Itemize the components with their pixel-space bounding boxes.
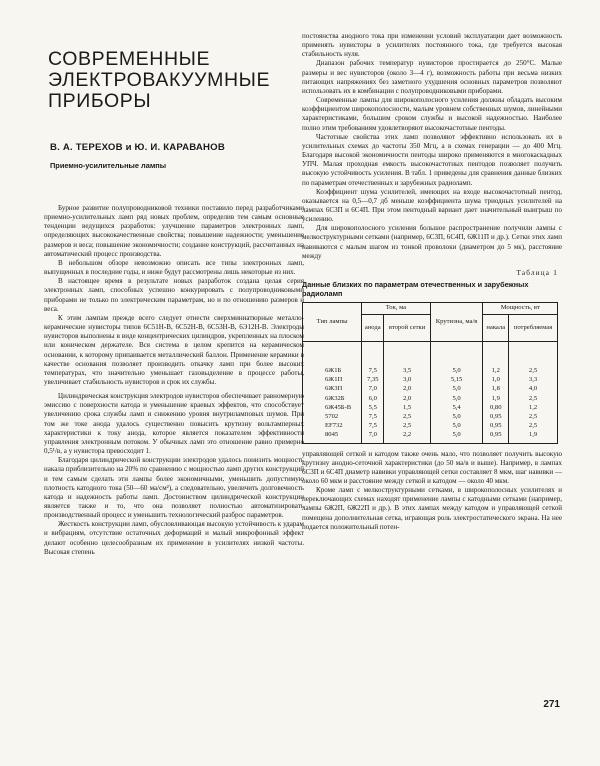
right-column xyxy=(302,32,562,532)
paragraph: Цилиндрическая конструкция электродов нувисторов обеспечивает равномерную эмиссию с поверхности катода и уменьшение краевых эффектов, что способствует увеличению срока службы ламп и снижению уровня внутриламповых шумов. При том же токе анода удалось существенно повысить крутизну вольтамперных характеристики к току анода, которое является показателем эффективности управления электронным потоком. У обычных ламп это отношение равно примерно 0,5¹/в, а у нувистора превосходит 1. xyxy=(44,392,304,456)
title-line: СОВРЕМЕННЫЕ xyxy=(48,48,211,70)
table-cell: 7,5 xyxy=(362,421,384,430)
table-title: Данные близких по параметрам отечественных и зарубежных радиоламп xyxy=(302,279,529,298)
paragraph: Бурное развитие полупроводниковой техники поставило перед разработчиками приемно-усилительных ламп ряд новых проблем, определив тем самым основные тенденции ведущихся разработок: улучшение параметров электронных ламп, определяющих высококачественные свойства; повышение надежности; уменьшение размеров и веса; повышение экономичности; создание конструкций, рассчитанных на автоматический процесс производства. xyxy=(44,204,304,258)
cell-tube-type: 6Ж45Б-В xyxy=(303,403,362,412)
table-row xyxy=(303,394,558,403)
header-power: Мощность, вт xyxy=(483,302,558,314)
cell-tube-type: EF732 xyxy=(303,421,362,430)
paragraph: В небольшом обзоре невозможно описать все типы электронных ламп, выпущенных в последние годы, и ниже будут рассмотрены лишь некоторые из них. xyxy=(44,258,304,277)
right-bottom-text xyxy=(302,450,562,532)
table-cell: 3,3 xyxy=(509,375,558,384)
table-cell: 0,95 xyxy=(483,421,509,430)
left-column xyxy=(44,32,304,557)
header-grid2: второй сетки xyxy=(384,314,430,341)
table-cell: 0,95 xyxy=(483,430,509,443)
table-cell: 7,5 xyxy=(362,412,384,421)
paragraph: Современные лампы для широкополосного усиления должны обладать высоким коэффициентом широкополосности, малым уровнем собственных шумов, линейными характеристиками, большим сроком службы и высокой надежностью. Наиболее полно этим требованиям удовлетворяют высокочастотные пентоды. xyxy=(302,96,562,132)
paragraph: К этим лампам прежде всего следует отнести сверхминиатюрные металло-керамические нувисторы типов 6С51Н-В, 6С52Н-В, 6С53Н-В, 6Э12Н-В. Электроды нувисторов выполнены в виде концентрических цилиндров, укрепленных на плоском или коническом держателе. Вся система в целом крепится на керамическом основании, к которому припаивается металлический баллон. Применение керамики в качестве основания позволяет производить откачку ламп при более высоких температурах, что значительно уменьшает газовыделение в процессе работы, увеличивает стабильность нувисторов и срок их службы. xyxy=(44,313,304,386)
table-row xyxy=(303,341,558,375)
paragraph: Жесткость конструкции ламп, обусловливающая высокую устойчивость к ударам и вибрациям, отсутствие остаточных деформаций и малый микрофонный эффект делают особенно целесообразным их применение в усилителях низкой частоты. Высокая степень xyxy=(44,520,304,556)
header-heater: накала xyxy=(483,314,509,341)
paragraph: Для широкополосного усиления большое распространение получили лампы с мелкоструктурными сетками (например, 6С3П, 6С4П, 6Ж11П и др.). Сетки этих ламп навиваются с малым шагом из тонкой проволоки (диаметром до 5 мк), расстояние между xyxy=(302,224,562,260)
paragraph: Диапазон рабочих температур нувисторов простирается до 250°С. Малые размеры и вес нувисторов (около 3—4 г), возможность работы при весьма низких питающих напряжениях без заметного ухудшения основных параметров позволяют использовать их в комбинации с полупроводниковыми приборами. xyxy=(302,59,562,95)
table-cell: 5,0 xyxy=(430,394,483,403)
table-row xyxy=(303,375,558,384)
cell-tube-type: 6Ж1П xyxy=(303,375,362,384)
table-cell: 5,5 xyxy=(362,403,384,412)
table-cell: 1,5 xyxy=(384,403,430,412)
table-cell: 1,2 xyxy=(483,341,509,375)
table-cell: 2,2 xyxy=(384,430,430,443)
table-cell: 2,5 xyxy=(509,412,558,421)
table-cell: 2,5 xyxy=(509,394,558,403)
table-row xyxy=(303,412,558,421)
header-type: Тип лампы xyxy=(303,302,362,341)
table-row xyxy=(303,421,558,430)
cell-tube-type: 8045 xyxy=(303,430,362,443)
table-cell: 2,5 xyxy=(384,412,430,421)
paragraph: Кроме ламп с мелкоструктурными сетками, в широкополосных усилителях и переключающих схемах находят применение лампы с катодными сетками (например, лампы 6Ж2П, 6Ж22П и др.). В этих лампах между катодом и управляющей сеткой помещена дополнительная сетка, играющая роль электростатического экрана. На нее подается положительный потен- xyxy=(302,486,562,531)
table-row xyxy=(303,430,558,443)
cell-tube-type: 6Ж1Б xyxy=(303,341,362,375)
table-cell: 5,4 xyxy=(430,403,483,412)
table-cell: 1,0 xyxy=(483,375,509,384)
paragraph: Частотные свойства этих ламп позволяют эффективно использовать их в усилительных схемах до частоты 350 Мгц, а в схемах генерации — до 400 Мгц. Благодаря высокой экономичности пентоды широко применяются в многокаскадных УПЧ. Малая проходная емкость высокочастотных пентодов позволяет получить высокую устойчивость усиления. В табл. 1 приведены для сравнения данные близких по параметрам отечественных и зарубежных радиоламп. xyxy=(302,132,562,187)
article-authors: В. А. ТЕРЕХОВ и Ю. И. КАРАВАНОВ xyxy=(50,142,225,153)
table-cell: 0,95 xyxy=(483,412,509,421)
table-cell: 2,5 xyxy=(509,421,558,430)
table-cell: 2,5 xyxy=(509,341,558,375)
table-cell: 7,0 xyxy=(362,384,384,393)
table-cell: 5,15 xyxy=(430,375,483,384)
table-body xyxy=(303,341,558,443)
header-consumed: потребляемая xyxy=(509,314,558,341)
paragraph: постоянства анодного тока при изменении условий эксплуатации дает возможность применять нувисторы в усилителях постоянного тока, где требуется высокая стабильность нуля. xyxy=(302,32,562,59)
table-row xyxy=(303,384,558,393)
table-cell: 5,0 xyxy=(430,430,483,443)
table-cell: 6,0 xyxy=(362,394,384,403)
cell-tube-type: 5702 xyxy=(303,412,362,421)
table-number: Таблица 1 xyxy=(516,268,558,277)
left-body xyxy=(44,204,304,557)
table-cell: 3,0 xyxy=(384,375,430,384)
cell-tube-type: 6Ж3П xyxy=(303,384,362,393)
table-cell: 7,35 xyxy=(362,375,384,384)
header-anode: анода xyxy=(362,314,384,341)
paragraph: В настоящее время в результате новых разработок создана целая серия электронных ламп, способных успешно конкурировать с полупроводниковыми приборами не только по электрическим параметрам, но и по отношению размеров и веса. xyxy=(44,277,304,313)
title-line: ЭЛЕКТРОВАКУУМНЫЕ xyxy=(48,69,271,91)
page-number: 271 xyxy=(543,699,560,710)
table-cell: 2,5 xyxy=(384,421,430,430)
paragraph: управляющей сеткой и катодом также очень мало, что позволяет получить высокую крутизну анодно-сеточной характеристики (до 50 ма/в и выше). Например, в лампах 6С3П и 6С4П диаметр навивки управляющей сетки составляет 8 мкм, шаг навивки — около 60 мкм и расстояние между сеткой и катодом — около 40 мкм. xyxy=(302,449,562,485)
table-cell: 2,0 xyxy=(384,394,430,403)
header-current: Ток, ма xyxy=(362,302,431,314)
table-row xyxy=(303,403,558,412)
table-cell: 7,0 xyxy=(362,430,384,443)
cell-tube-type: 6Ж32Б xyxy=(303,394,362,403)
table-cell: 5,0 xyxy=(430,341,483,375)
table-cell: 4,0 xyxy=(509,384,558,393)
table-cell: 7,5 xyxy=(362,341,384,375)
paragraph: Благодаря цилиндрической конструкции электродов удалось понизить мощность накала приблизительно на 20% по сравнению с мощностью ламп других конструкций и тем самым сделать эти лампы более экономичными, уменьшить допустимую плотность катодного тока (50—60 ма/см²), а следовательно, увеличить долговечность катода и надежность работы ламп. Достоинством цилиндрической конструкции является также и то, что она позволяет полностью автоматизировать производственный процесс и уменьшить технологический разброс параметров. xyxy=(44,456,304,520)
table-cell: 2,0 xyxy=(384,384,430,393)
table-cell: 5,0 xyxy=(430,421,483,430)
header-slope: Крутизна, ма/в xyxy=(430,302,483,341)
article-title xyxy=(48,49,304,112)
table-cell: 1,9 xyxy=(483,394,509,403)
paragraph: Коэффициент шума усилителей, имеющих на входе высокочастотный пентод, оказывается на 0,5—0,7 дб меньше коэффициента шума триодных усилителей на лампах 6С3П и 6С4П. При этом пентодный вариант дает значительный выигрыш по усилению. xyxy=(302,187,562,224)
title-line: ПРИБОРЫ xyxy=(48,90,152,112)
table-cell: 0,80 xyxy=(483,403,509,412)
table-cell: 5,0 xyxy=(430,412,483,421)
article-subtitle: Приемно-усилительные лампы xyxy=(50,161,167,170)
tube-data-table xyxy=(302,302,558,444)
table-cell: 1,8 xyxy=(483,384,509,393)
table-cell: 1,2 xyxy=(509,403,558,412)
table-cell: 1,9 xyxy=(509,430,558,443)
table-cell: 5,0 xyxy=(430,384,483,393)
table-cell: 3,5 xyxy=(384,341,430,375)
